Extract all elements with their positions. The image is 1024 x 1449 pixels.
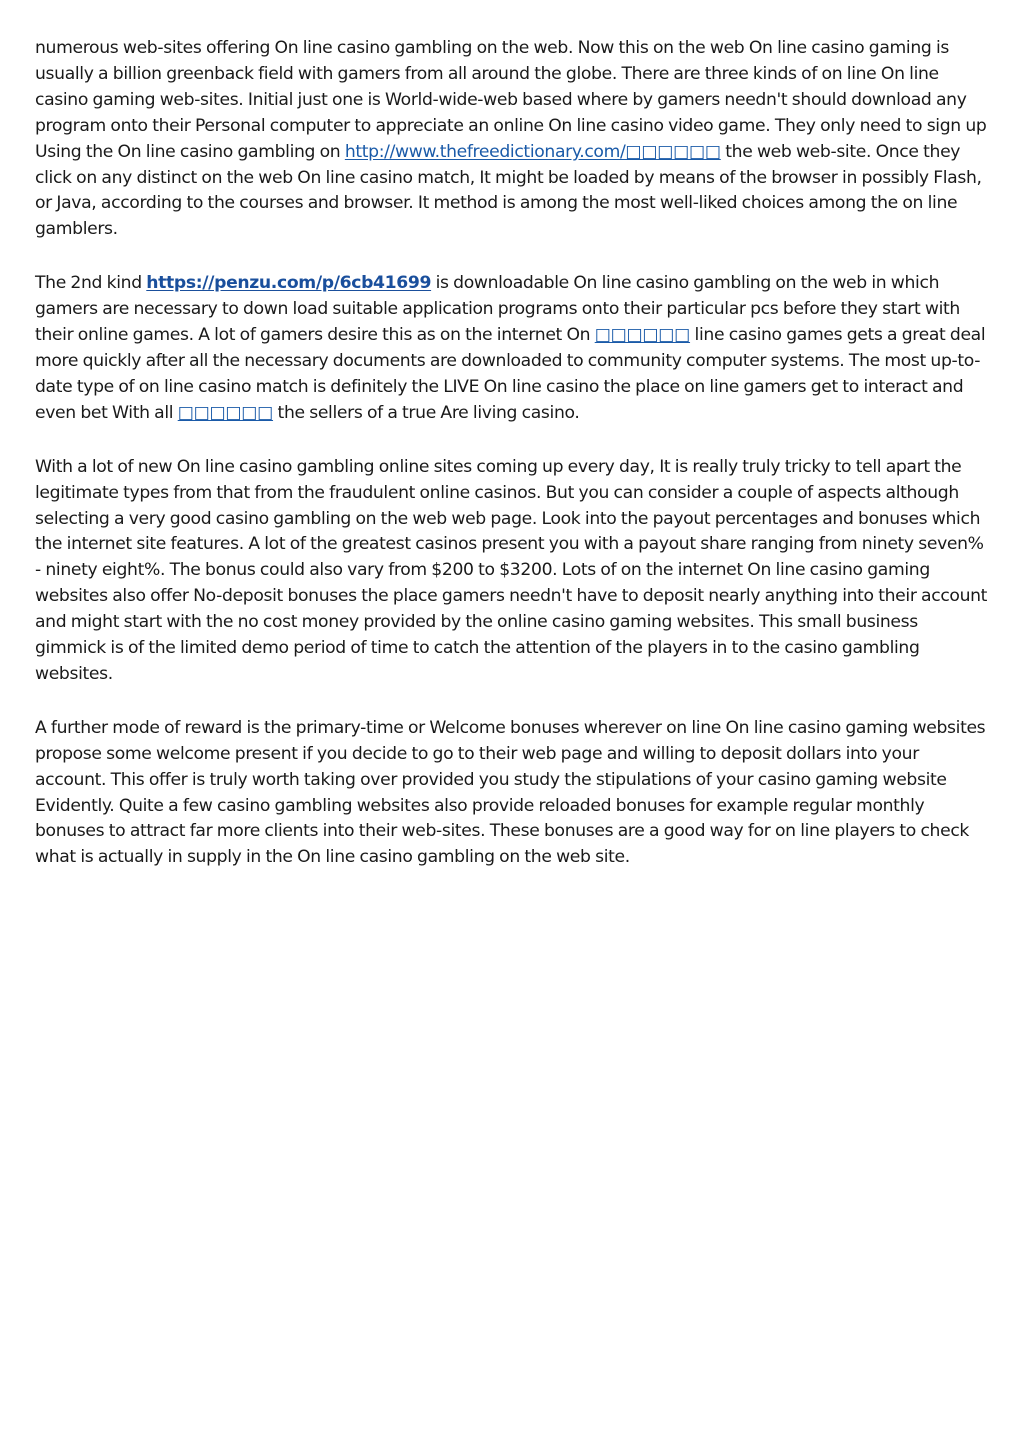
document-body (35, 36, 993, 899)
penzu-link[interactable]: https://penzu.com/p/6cb41699 (146, 273, 432, 294)
paragraph-1 (35, 36, 993, 243)
paragraph-3: With a lot of new On line casino gambling online sites coming up every day, It is really truly tricky to tell apart the legitimate types from that from the fraudulent online casinos. But you can consider a couple of aspects although selecting a very good casino gambling on the web web page. Look into the payout percentages and bonuses which the internet site features. A lot of the greatest casinos present you with a payout share ranging from ninety seven% - ninety eight%. The bonus could also vary from $200 to $3200. Lots of on the internet On line casino gaming websites also offer No-deposit bonuses the place gamers needn't have to deposit nearly anything into their account and might start with the no cost money provided by the online casino gaming websites. This small business gimmick is of the limited demo period of time to catch the attention of the players in to the casino gambling websites. (35, 456, 988, 684)
inline-link-3[interactable]: □□□□□□ (177, 402, 274, 423)
paragraph-1-text-b: the web web-site. Once they click on any distinct on the web On line casino match, It might be loaded by means of the browser in possibly Flash, or Java, according to the courses and browser. It method is among the most well-liked choices among the on line gamblers. (35, 141, 982, 240)
paragraph-2-text-a: The 2nd kind (35, 273, 147, 294)
paragraph-4: A further mode of reward is the primary-time or Welcome bonuses wherever on line On line casino gaming websites propose some welcome present if you decide to go to their web page and willing to deposit dollars into your account. This offer is truly worth taking over provided you study the stipulations of your casino gaming website Evidently. Quite a few casino gambling websites also provide reloaded bonuses for example regular monthly bonuses to attract far more clients into their web-sites. These bonuses are a good way for on line players to check what is actually in supply in the On line casino gambling on the web site. (35, 717, 986, 868)
paragraph-2 (35, 271, 993, 426)
paragraph-2-text-b: is downloadable On line casino gambling on the web in which gamers are necessary to down load suitable application programs onto their particular pcs before they start with their online games. A lot of gamers desire this as on the internet On (35, 273, 960, 346)
paragraph-2-text-c: line casino games gets a great deal more quickly after all the necessary documents are downloaded to community computer systems. The most up-to-date type of on line casino match is definitely the LIVE On line casino the place on line gamers get to interact and even bet With all (35, 325, 986, 423)
thefreedictionary-link[interactable]: http://www.thefreedictionary.com/□□□□□□ (344, 141, 721, 162)
inline-link-2[interactable]: □□□□□□ (594, 325, 691, 346)
paragraph-2-text-d: the sellers of a true Are living casino. (273, 402, 580, 423)
paragraph-1-text-a: numerous web-sites offering On line casino gambling on the web. Now this on the web On line casino gaming is usually a billion greenback field with gamers from all around the globe. There are three kinds of on line On line casino gaming web-sites. Initial just one is World-wide-web based where by gamers needn't should download any program onto their Personal computer to appreciate an online On line casino video game. They only need to sign up Using the On line casino gambling on (35, 38, 987, 162)
